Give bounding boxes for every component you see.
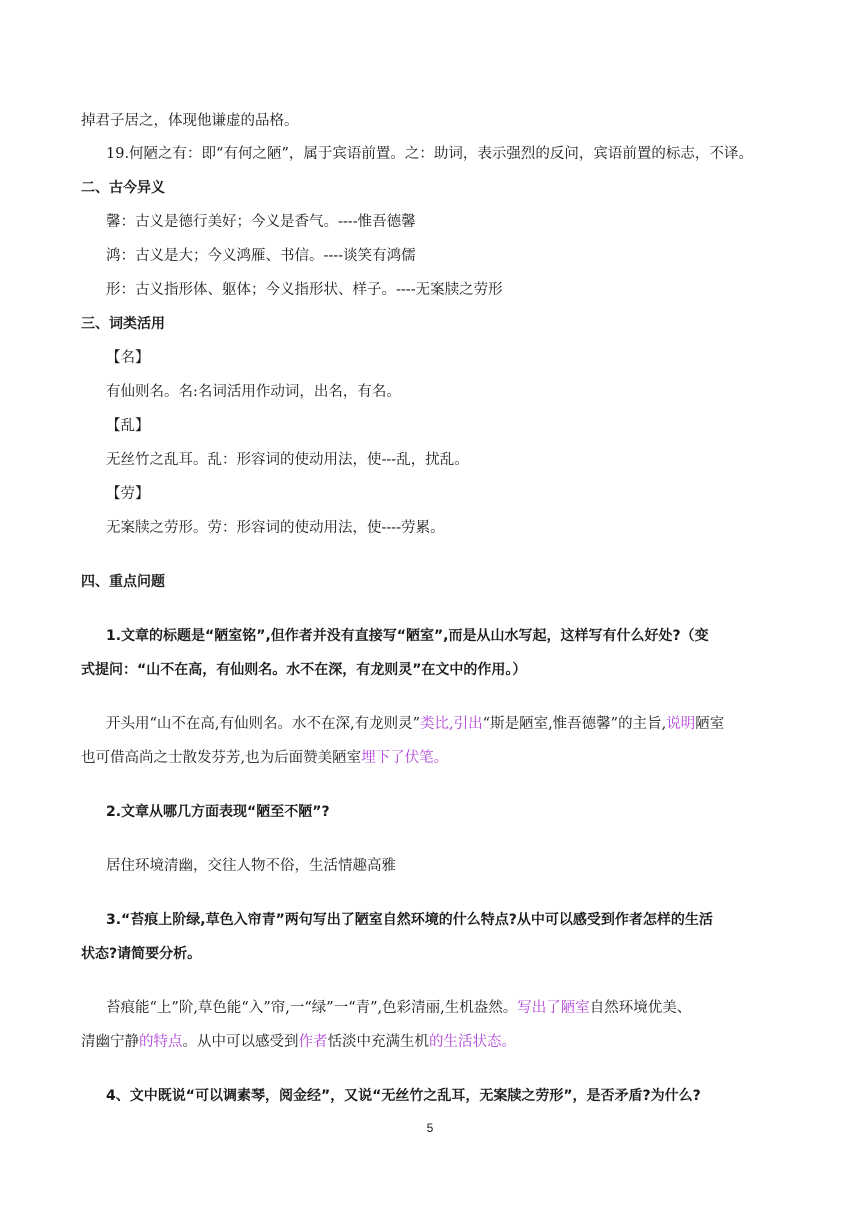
text-line: 鸿：古义是大；今义鸿雁、书信。----谈笑有鸿儒: [106, 248, 416, 264]
text-line: 馨：古义是德行美好；今义是香气。----惟吾德馨: [106, 214, 416, 230]
answer-text: 也可借高尚之士散发芬芳,也为后面赞美陋室: [81, 750, 362, 766]
answer-keyword: 的特点: [139, 1034, 183, 1050]
answer-text: 苔痕能“上”阶,草色能“入”帘,一“绿”一“青”,色彩清丽,生机盎然。: [106, 1000, 518, 1016]
section-heading: 二、古今异义: [81, 180, 165, 196]
answer-keyword: 作者: [298, 1034, 328, 1050]
answer-keyword: 写出了陋室: [517, 1000, 590, 1016]
answer-keyword: 埋下了伏笔。: [361, 750, 449, 766]
text-line: 无丝竹之乱耳。乱：形容词的使动用法，使---乱，扰乱。: [106, 452, 469, 468]
answer-text: 陋室: [695, 716, 725, 732]
word-tag: 【乱】: [106, 418, 150, 434]
answer-text: 恬淡中充满生机: [327, 1034, 429, 1050]
answer-line: [106, 714, 724, 734]
answer-text: 开头用“山不在高,有仙则名。水不在深,有龙则灵”: [106, 716, 421, 732]
answer-line: [81, 1032, 516, 1052]
answer-text: 自然环境优美、: [589, 1000, 692, 1016]
section-heading: 四、重点问题: [81, 574, 165, 590]
word-tag: 【劳】: [106, 486, 150, 502]
answer-line: [106, 998, 691, 1018]
question-line: 2.文章从哪几方面表现“陋至不陋”?: [106, 804, 330, 820]
question-line: 3.“苔痕上阶绿,草色入帘青”两句写出了陋室自然环境的什么特点?从中可以感受到作者怎样的生活: [106, 912, 713, 928]
answer-keyword: 的生活状态。: [429, 1034, 516, 1050]
answer-text: 。从中可以感受到: [182, 1034, 299, 1050]
text-line: 有仙则名。名:名词活用作动词，出名，有名。: [106, 384, 401, 400]
answer-keyword: 类比,引出: [420, 716, 483, 732]
text-line: 19.何陋之有：即“有何之陋”，属于宾语前置。之：助词，表示强烈的反问，宾语前置的标志，不译。: [106, 146, 753, 162]
answer-text: 清幽宁静: [81, 1034, 139, 1050]
question-line: 1.文章的标题是“陋室铭”,但作者并没有直接写“陋室”,而是从山水写起，这样写有什么好处?（变: [106, 628, 709, 644]
answer-line: 居住环境清幽，交往人物不俗，生活情趣高雅: [106, 858, 396, 874]
text-line: 掉君子居之，体现他谦虚的品格。: [81, 113, 299, 129]
text-line: 无案牍之劳形。劳：形容词的使动用法，使----劳累。: [106, 520, 445, 536]
section-heading: 三、词类活用: [81, 316, 165, 332]
page-number: 5: [426, 1121, 434, 1135]
question-line: 式提问：“山不在高，有仙则名。水不在深，有龙则灵”在文中的作用。）: [81, 662, 527, 678]
answer-text: “斯是陋室,惟吾德馨”的主旨,: [482, 716, 667, 732]
text-line: 形：古义指形体、躯体；今义指形状、样子。----无案牍之劳形: [106, 282, 503, 298]
word-tag: 【名】: [106, 350, 150, 366]
question-line: 状态?请简要分析。: [81, 946, 202, 962]
answer-keyword: 说明: [666, 716, 696, 732]
answer-line: [81, 748, 448, 768]
question-line: 4、文中既说“可以调素琴，阅金经”，又说“无丝竹之乱耳，无案牍之劳形”，是否矛盾?为什么?: [106, 1088, 701, 1104]
